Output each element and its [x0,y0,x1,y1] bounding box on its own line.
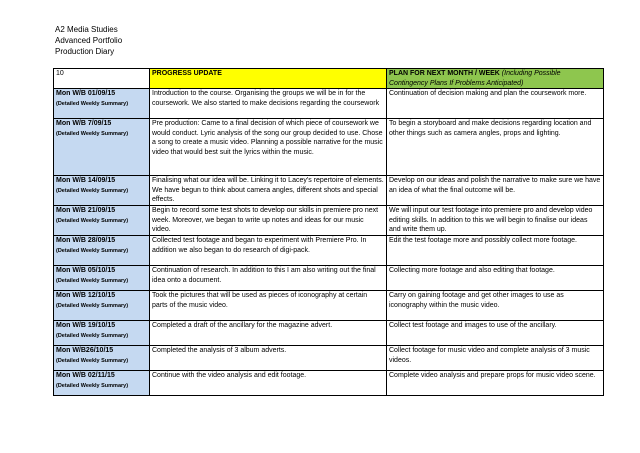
plan-cell: Collect footage for music video and complete analysis of 3 music videos. [387,346,604,371]
plan-header-subtitle: (Including Possible Contingency Plans If Problems Anticipated) [389,70,561,87]
plan-cell: We will input our test footage into premiere pro and develop video editing skills. In addition to this we will begin to finalise our ideas and write them up. [387,206,604,236]
progress-update-cell: Continue with the video analysis and edit footage. [150,371,387,396]
week-date-cell [54,119,150,176]
weekly-summary-label: (Detailed Weekly Summary) [56,130,129,137]
table-row [54,321,604,346]
plan-header-title: PLAN FOR NEXT MONTH / WEEK [389,70,500,77]
week-date-cell [54,266,150,291]
week-date: Mon W/B 01/09/15 [56,90,116,98]
plan-cell: To begin a storyboard and make decisions regarding location and other things such as camera angles, props and lighting. [387,119,604,176]
week-date: Mon W/B 28/09/15 [56,237,116,245]
weekly-summary-label: (Detailed Weekly Summary) [56,382,129,389]
week-date: Mon W/B 12/10/15 [56,292,116,300]
plan-cell: Continuation of decision making and plan the coursework more. [387,89,604,119]
progress-update-cell: Finalising what our idea will be. Linking it to Lacey's repertoire of elements. We have begun to think about camera angles, different shots and special effects. [150,176,387,206]
weekly-summary-label: (Detailed Weekly Summary) [56,332,129,339]
week-date-cell [54,236,150,266]
progress-update-cell: Collected test footage and began to experiment with Premiere Pro. In addition we also began to do research of digi-pack. [150,236,387,266]
week-date: Mon W/B26/10/15 [56,347,114,355]
plan-cell: Collecting more footage and also editing that footage. [387,266,604,291]
table-row [54,236,604,266]
week-date-cell [54,206,150,236]
progress-update-cell: Pre production: Came to a final decision of which piece of coursework we would conduct. Lyric analysis of the song our group decided to use. Chose a song to create a music video. Planning a possible narrative for the music video that would best suit the lyrics within the music. [150,119,387,176]
week-date: Mon W/B 14/09/15 [56,177,116,185]
plan-cell: Complete video analysis and prepare props for music video scene. [387,371,604,396]
weekly-summary-label: (Detailed Weekly Summary) [56,100,129,107]
document-header [55,24,122,57]
week-date: Mon W/B 7/09/15 [56,120,112,128]
table-row [54,89,604,119]
weekly-summary-label: (Detailed Weekly Summary) [56,247,129,254]
plan-cell: Collect test footage and images to use of the ancillary. [387,321,604,346]
progress-update-header: PROGRESS UPDATE [150,69,387,89]
table-row [54,119,604,176]
table-row [54,346,604,371]
week-date: Mon W/B 05/10/15 [56,267,116,275]
progress-update-cell: Completed the analysis of 3 album adverts. [150,346,387,371]
weekly-summary-label: (Detailed Weekly Summary) [56,357,129,364]
header-line-diary: Production Diary [55,47,115,56]
week-date-cell [54,89,150,119]
progress-update-cell: Begin to record some test shots to develop our skills in premiere pro next week. Moreover, we began to write up notes and ideas for our music video. [150,206,387,236]
table-row [54,371,604,396]
plan-cell: Edit the test footage more and possibly collect more footage. [387,236,604,266]
table-row [54,291,604,321]
production-diary-table [53,68,604,396]
weekly-summary-label: (Detailed Weekly Summary) [56,187,129,194]
progress-update-cell: Introduction to the course. Organising the groups we will be in for the coursework. We also started to make decisions regarding the coursework [150,89,387,119]
week-date: Mon W/B 19/10/15 [56,322,116,330]
plan-cell: Develop on our ideas and polish the narrative to make sure we have an idea of what the final outcome will be. [387,176,604,206]
week-date-cell [54,371,150,396]
header-line-portfolio: Advanced Portfolio [55,36,123,45]
plan-header [387,69,604,89]
header-line-subject: A2 Media Studies [55,25,118,34]
progress-update-cell: Took the pictures that will be used as pieces of iconography at certain parts of the music video. [150,291,387,321]
weekly-summary-label: (Detailed Weekly Summary) [56,302,129,309]
weekly-summary-label: (Detailed Weekly Summary) [56,217,129,224]
table-row [54,206,604,236]
week-date: Mon W/B 21/09/15 [56,207,116,215]
week-date: Mon W/B 02/11/15 [56,372,115,380]
week-date-cell [54,321,150,346]
week-date-cell [54,291,150,321]
table-header-row [54,69,604,89]
progress-update-cell: Continuation of research. In addition to this I am also writing out the final idea onto a document. [150,266,387,291]
table-row [54,266,604,291]
weekly-summary-label: (Detailed Weekly Summary) [56,277,129,284]
plan-cell: Carry on gaining footage and get other images to use as iconography within the music video. [387,291,604,321]
week-date-cell [54,176,150,206]
week-date-cell [54,346,150,371]
table-row [54,176,604,206]
progress-update-cell: Completed a draft of the ancillary for the magazine advert. [150,321,387,346]
page-number: 10 [54,69,150,89]
